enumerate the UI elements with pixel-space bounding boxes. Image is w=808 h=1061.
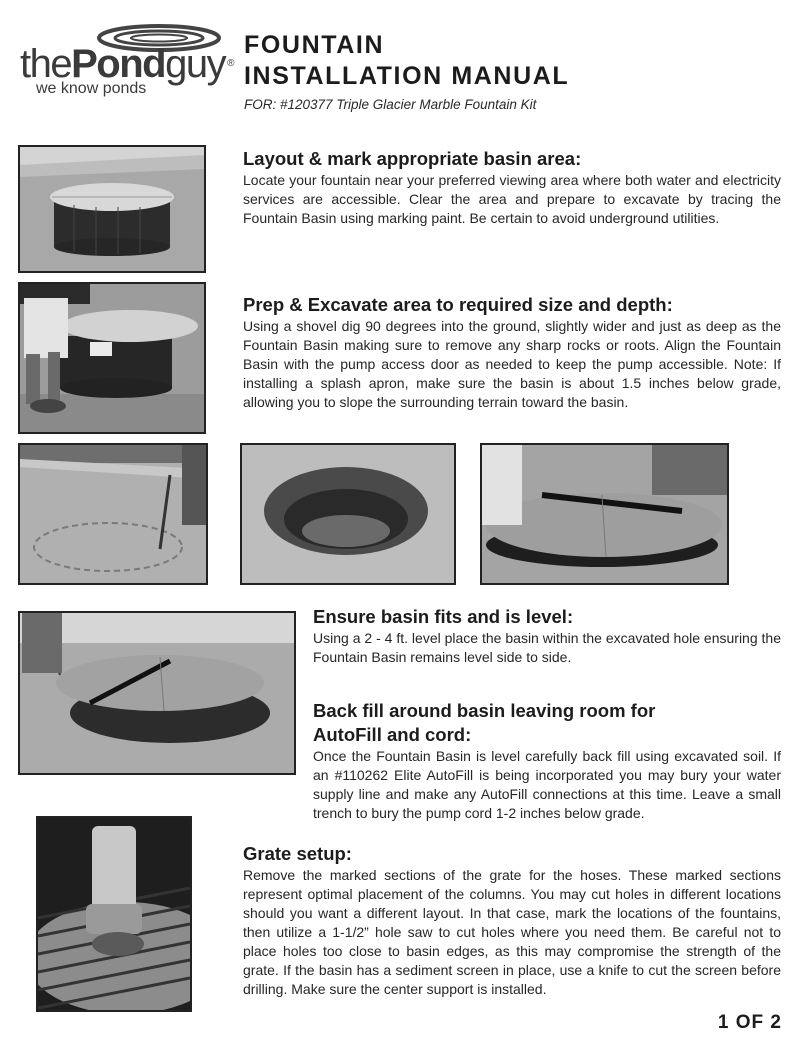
section-level bbox=[313, 605, 781, 667]
section-heading: Layout & mark appropriate basin area: bbox=[243, 148, 582, 169]
photo-excavated-hole bbox=[240, 443, 456, 585]
trademark-symbol: ® bbox=[227, 58, 233, 69]
photo-basin-in-hole bbox=[18, 611, 296, 775]
photo-basin-layout bbox=[18, 145, 206, 273]
photo-drilling-grate bbox=[36, 816, 192, 1012]
section-heading: Grate setup: bbox=[243, 843, 352, 864]
brand-logo bbox=[16, 22, 231, 102]
logo-text-the: the bbox=[20, 42, 72, 86]
section-body: Once the Fountain Basin is level carefully back fill using excavated soil. If an #110262 Elite AutoFill is being incorporated you may bury your water supply line and make any AutoFill connections at this time. Leave a small trench to bury the pump cord 1-2 inches below grade. bbox=[313, 748, 781, 821]
title-line-1: FOUNTAIN bbox=[244, 31, 385, 59]
section-heading: Prep & Excavate area to required size and depth: bbox=[243, 294, 673, 315]
title-line-2: INSTALLATION MANUAL bbox=[244, 62, 570, 90]
section-heading: Ensure basin fits and is level: bbox=[313, 606, 574, 627]
section-backfill bbox=[313, 699, 781, 823]
product-subtitle: FOR: #120377 Triple Glacier Marble Fountain Kit bbox=[244, 97, 537, 112]
logo-tagline: we know ponds bbox=[36, 80, 147, 97]
section-heading: Back fill around basin leaving room for AutoFill and cord: bbox=[313, 700, 656, 745]
section-body: Remove the marked sections of the grate for the hoses. These marked sections represent optimal placement of the columns. You may cut holes in different locations should you want a different layout. In that case, mark the locations of the fountains, then utilize a 1-1/2” hole saw to cut holes where you need them. Be careful not to place holes too close to basin edges, as this may compromise the strength of the grate. If the basin has a sediment screen in place, use a knife to cut the screen before drilling. Make sure the center support is installed. bbox=[243, 867, 781, 997]
section-body: Locate your fountain near your preferred viewing area where both water and electricity services are accessible. Clear the area and prepare to excavate by tracing the Fountain Basin using marking paint. Be certain to avoid underground utilities. bbox=[243, 172, 781, 226]
section-body: Using a shovel dig 90 degrees into the ground, slightly wider and just as deep as the Fountain Basin making sure to remove any sharp rocks or roots. Align the Fountain Basin with the pump access door as needed to keep the pump accessible. Note: If installing a splash apron, make sure the basin is about 1.5 inches below grade, allowing you to slope the surrounding terrain toward the basin. bbox=[243, 318, 781, 410]
logo-text-guy: guy bbox=[165, 42, 226, 86]
photo-basin-person bbox=[18, 282, 206, 434]
logo-text-pond: Pond bbox=[71, 42, 166, 86]
photo-leveling-lid bbox=[480, 443, 729, 585]
section-layout bbox=[243, 147, 781, 228]
section-grate bbox=[243, 842, 781, 999]
section-body: Using a 2 - 4 ft. level place the basin within the excavated hole ensuring the Fountain Basin remains level side to side. bbox=[313, 630, 781, 665]
photo-digging bbox=[18, 443, 208, 585]
page-number: 1 OF 2 bbox=[717, 1012, 782, 1033]
section-excavate bbox=[243, 293, 781, 412]
document-title bbox=[244, 30, 569, 92]
